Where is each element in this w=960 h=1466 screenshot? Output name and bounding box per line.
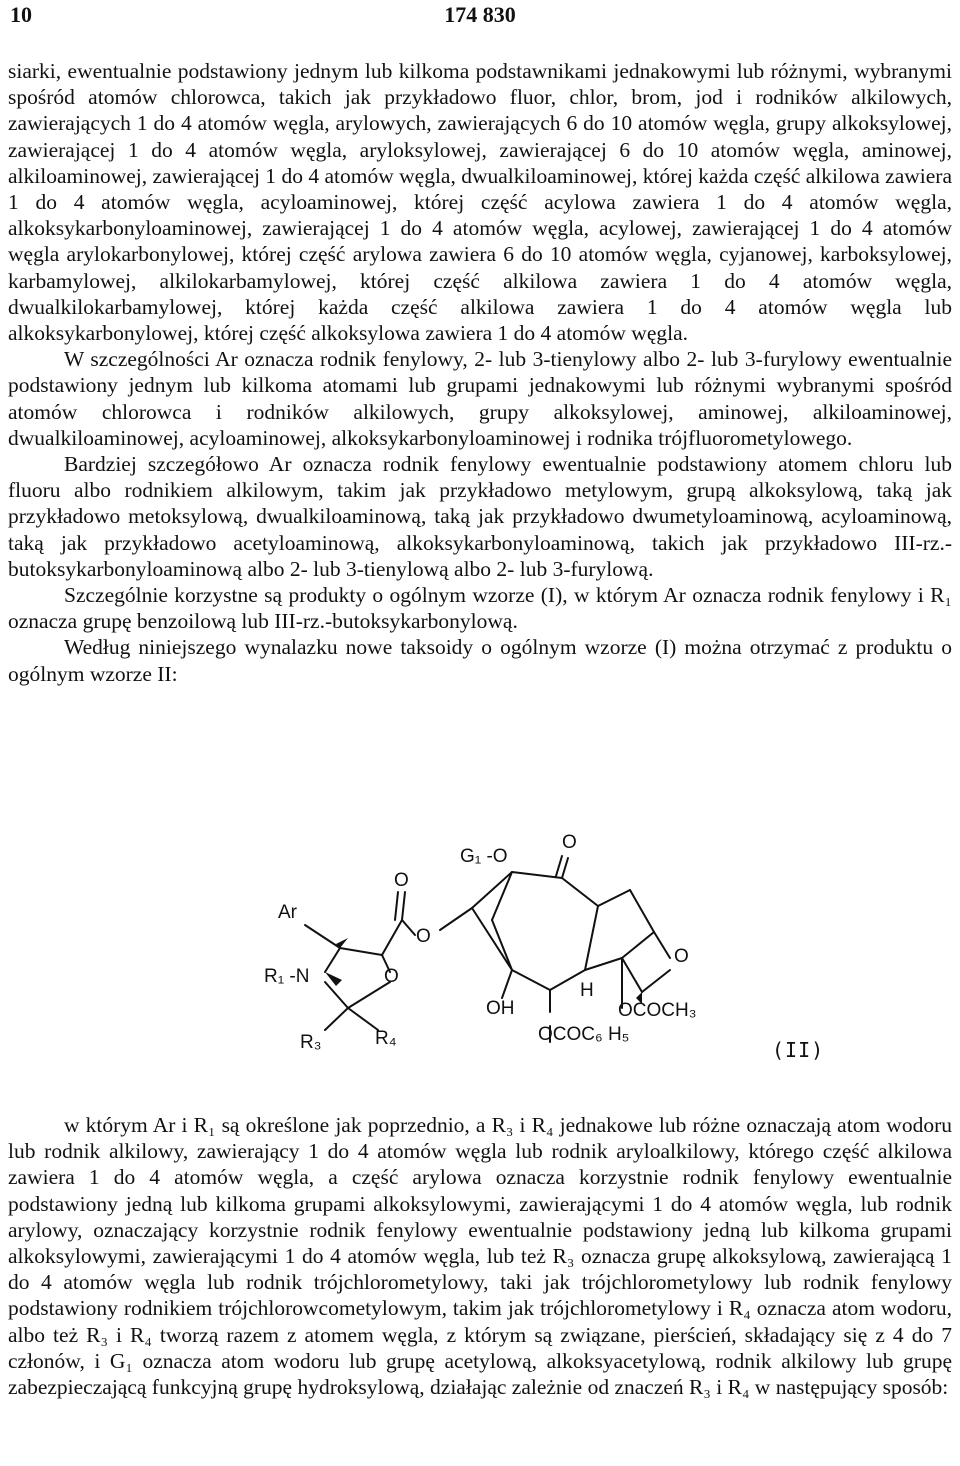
bond	[630, 890, 654, 932]
atom-label: R₄	[375, 1028, 397, 1049]
atom-label: R₁ -N	[264, 966, 310, 987]
bond	[502, 970, 512, 998]
bond	[325, 982, 348, 1008]
atom-label: O	[416, 926, 431, 947]
bond	[492, 872, 512, 920]
bond	[562, 858, 568, 878]
atom-label: OH	[486, 998, 515, 1019]
bond	[382, 920, 402, 955]
bond	[562, 878, 598, 906]
bond	[395, 892, 398, 920]
atom-label: O	[394, 870, 409, 891]
atom-label: R₃	[300, 1032, 322, 1053]
atom-label: Ar	[278, 902, 297, 923]
bond	[325, 1008, 348, 1030]
atom-label: OCOCH₃	[618, 1000, 697, 1021]
bond	[598, 890, 630, 906]
bond	[402, 892, 405, 920]
paragraph: siarki, ewentualnie podstawiony jednym lub kilkoma podstawnikami jednakowymi lub różnymi, wybranymi spośród atomów chlorowca, takich jak przykładowo fluor, chlor, brom, jod i rodników alkilowych, zawierających 1 do 4 atomów węgla, arylowych, zawierających 6 do 10 atomów węgla, grupy alkoksylowej, zawierającej 1 do 4 atomów węgla, aryloksylowej, zawierającej 6 do 10 atomów węgla, aminowej, alkiloaminowej, zawierającej 1 do 4 atomów węgla, dwualkiloaminowej, której każda część alkilowa zawiera 1 do 4 atomów węgla, acyloaminowej, której część acylowa zawiera 1 do 4 atomów węgla, alkoksykarbonyloaminowej, zawierającej 1 do 4 atomów węgla, acylowej, zawierającej 1 do 4 atomów węgla arylokarbonylowej, której część arylowa zawiera 6 do 10 atomów węgla, cyjanowej, karboksylowej, karbamylowej, alkilokarbamylowej, której część alkilowa zawiera 1 do 4 atomów węgla, dwualkilokarbamylowej, której każda część alkilowa zawiera 1 do 4 atomów węgla lub alkoksykarbonylowej, której część alkoksylowa zawiera 1 do 4 atomów węgla.	[8, 59, 952, 346]
bond	[512, 970, 550, 990]
paragraph: Szczególnie korzystne są produkty o ogólnym wzorze (I), w którym Ar oznacza rodnik fenylowy i R₁ oznacza grupę benzoilową lub III-rz.-butoksykarbonylową.	[8, 583, 952, 634]
formula-label: (II)	[772, 1038, 825, 1062]
bond	[325, 948, 340, 972]
bond	[585, 906, 598, 970]
bond	[440, 908, 472, 930]
bond	[340, 948, 382, 955]
bond	[622, 958, 642, 992]
bond	[622, 932, 654, 958]
atom-label: O	[384, 966, 399, 987]
bond	[348, 1008, 378, 1030]
bond	[305, 925, 340, 948]
bond	[556, 856, 562, 876]
text-block-top	[8, 58, 952, 687]
page-number: 10	[10, 2, 32, 27]
bond	[402, 920, 415, 935]
paragraph: Według niniejszego wynalazku nowe taksoidy o ogólnym wzorze (I) można otrzymać z produktu o ogólnym wzorze II:	[8, 635, 952, 686]
paragraph: Bardziej szczegółowo Ar oznacza rodnik fenylowy ewentualnie podstawiony atomem chloru lub fluoru albo rodnikiem alkilowym, takim jak przykładowo metylowym, grupą alkoksylową, taką jak przykładowo metoksylową, dwualkiloaminową, taką jak przykładowo dwumetyloaminową, acyloaminową, taką jak przykładowo acetyloaminową, alkoksykarbonyloaminową, takich jak przykładowo III-rz.-butoksykarbonyloaminową albo 2- lub 3-tienylową albo 2- lub 3-furylową.	[8, 452, 952, 581]
atom-label: OCOC₆ H₅	[538, 1024, 630, 1045]
atom-label: O	[674, 946, 689, 967]
paragraph: w którym Ar i R₁ są określone jak poprzednio, a R₃ i R₄ jednakowe lub różne oznaczają atom wodoru lub rodnik alkilowy, zawierający 1 do 4 atomów węgla lub rodnik aryloalkilowy, którego część alkilowa zawiera 1 do 4 atomów węgla, a część arylowa oznacza korzystnie rodnik fenylowy ewentualnie podstawiony jedną lub kilkoma grupami alkoksylowymi, zawierającymi 1 do 4 atomów węgla, lub rodnik arylowy, oznaczający korzystnie rodnik fenylowy ewentualnie podstawiony jedną lub kilkoma grupami alkoksylowymi, zawierającymi 1 do 4 atomów węgla, lub też R₃ oznacza grupę alkoksylową, zawierającą 1 do 4 atomów węgla lub rodnik trójchlorometylowy, taki jak trójchlorometylowy lub rodnik fenylowy podstawiony rodnikiem trójchlorowcometylowym, takim jak trójchlorometylowy i R₄ oznacza atom wodoru, albo też R₃ i R₄ tworzą razem z atomem węgla, z którym są związane, pierścień, składający się z 4 do 7 członów, i G₁ oznacza atom wodoru lub grupę acetylową, alkoksyacetylową, rodnik alkilowy lub grupę zabezpieczającą funkcyjną grupę hydroksylową, działając zależnie od znaczeń R₃ i R₄ w następujący sposób:	[8, 1113, 952, 1400]
paragraph: W szczególności Ar oznacza rodnik fenylowy, 2- lub 3-tienylowy albo 2- lub 3-furylowy ewentualnie podstawiony jednym lub kilkoma atomami lub grupami jednakowymi lub różnymi wybranymi spośród atomów chlorowca i rodników alkilowych, grupy alkoksylowej, aminowej, alkiloaminowej, dwualkiloaminowej, acyloaminowej, alkoksykarbonyloaminowej i rodnika trójfluorometylowego.	[8, 347, 952, 450]
bond	[654, 932, 670, 958]
bond	[642, 970, 670, 992]
atom-label: H	[580, 980, 594, 1001]
bond	[512, 872, 562, 878]
bond	[472, 872, 512, 908]
document-number: 174 830	[444, 2, 516, 27]
bond	[472, 908, 512, 970]
text-block-bottom	[8, 1112, 952, 1400]
bond	[585, 958, 622, 970]
atom-label: O	[562, 832, 577, 853]
atom-label: G₁ -O	[460, 846, 508, 867]
